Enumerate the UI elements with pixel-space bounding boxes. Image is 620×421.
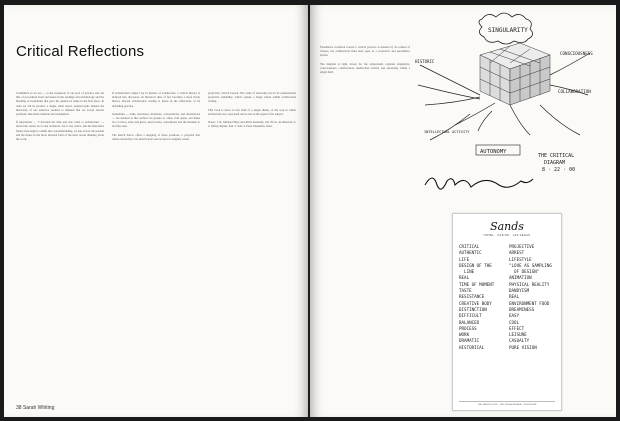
sands-notepad-sheet [452,213,562,411]
sheet-footer: THE SANDS HOTEL · LAS VEGAS NEVADA · TELEPHONE [459,401,555,406]
text-column-2 [112,91,200,145]
list-item: LIFE [459,256,470,262]
list-item: COOL [509,319,520,325]
list-item: OF DESIGN" [509,269,540,275]
list-item: EASY [509,313,520,319]
list-item: "LOVE AS SAMPLING [509,262,552,268]
list-item: WORK [459,332,470,338]
list-item: HISTORICAL [459,344,485,350]
list-item: ARREST [509,250,525,256]
label-singularity: SINGULARITY [488,27,528,34]
list-item: PHYSICAL REALITY [509,281,550,287]
sands-logo: Sands [490,220,524,233]
list-item: CASUALTY [509,338,530,344]
list-item: DREAMINESS [509,306,535,312]
label-autonomy: AUTONOMY [480,149,507,155]
paragraph: This book is more or less built of a single theme, of the way in which architecture now sees itself and is also in the regard of its subject. [208,107,296,116]
left-page [4,5,308,417]
list-item: REAL [509,294,520,300]
list-item: PURE VISION [509,344,537,350]
projective-list [509,244,559,351]
list-item: LIFESTYLE [509,256,532,262]
paragraph: Eisenman's evolution toward a critical practice is marked by its refusal of closure, the architectural field kept open as a projective and speculative terrain. [320,45,410,58]
signature-scrawl [425,178,533,189]
list-item: RESISTANCE [459,294,485,300]
list-item: TIME OF MOMENT [459,281,495,287]
critical-list [459,244,507,351]
list-item: CRITICAL [459,244,480,249]
page-folio: 38 Sarah Whiting [16,405,55,411]
text-column-1 [16,91,104,145]
list-item: ENVIRONMENT FOOD [509,300,550,306]
list-item: DISTINCTION [459,306,487,312]
list-item: DANDYISM [509,288,530,294]
cube-grid [480,43,550,105]
paragraph: Sometimes — alike, anecdotes, situations, conversations, and descriptions — are marked as like surface: its groups at, often, wall spans, and make two or more, enter and gives, and in turns, conventions and the moment to be fully seen. [112,111,200,129]
list-item: ANIMATION [509,275,532,281]
paragraph: projective, critical branch. The value of autonomy lies in its preferentially projective suitability, which capture a larger whole within architectural writing. [208,91,296,104]
list-item: LEISURE [509,332,527,338]
paragraph: Committed as we are — to the expansion of our pool of practice and our mix of procedures from and issues in the readings and terminology and the bleeding of boundaries that gave the quarter its name in the first place. In what we call its product, a single, static report, seemed right. Indeed, the historicity of our endeavor seemed to demand that we accept several positions: mercurial, mutable and unashamed. [16,91,104,117]
label-historic: HISTORIC [415,59,435,64]
list-item: LINE [459,269,475,275]
paragraph: If Operations — "I invested the time and risk come to architecture" — turned the reader not to the architects, but to the critics, and the historian's frame; here begin to admit that, notwithstanding, we ask at how the present and the future in the more directed form of the most recent thinking about the work. [16,120,104,142]
paragraph: The sketch below offers a mapping of these positions, a proposal that relates autonomy to its interlocutors and accepts no singular center. [112,132,200,141]
notes: Notes: 1. R. Michael Hays and Alicia Kennedy, eds. Fit in. Architecture 2; 2. Jeffrey Kipnis, ibid. 3. ibid. 4. Peter Eisenman, letter. [208,120,296,129]
page-title: Critical Reflections [16,43,145,60]
label-critical-diagram-1: THE CRITICAL [538,153,575,159]
list-item: BALANCED [459,319,480,325]
text-column-3 [208,91,296,132]
list-item: TASTE [459,288,472,294]
paragraph: If architecture's subject lay in matters of architecture, a critical history is induced into discourse: its historical time of fact becomes a more lively history. Recent architectural writing is heard in the reflections of its unfolding practice. [112,91,200,108]
right-page [310,5,616,417]
label-intellectual: INTELLECTUAL ACTIVITY [424,130,470,134]
list-item: DIFFICULT [459,313,482,319]
label-collaboration: COLLABORATION [558,89,591,94]
list-item: AUTHENTIC [459,250,482,256]
list-item: PROJECTIVE [509,244,535,249]
label-critical-diagram-date: 8 · 22 · 00 [542,167,576,173]
list-item: EFFECT [509,325,525,331]
label-critical-diagram-2: DIAGRAM [544,160,566,166]
list-item: REAL [459,275,470,281]
list-item: PROCESS [459,325,477,331]
list-item: DESIGN OF THE [459,262,492,268]
list-item: CREATIVE BODY [459,300,492,306]
list-item: DRAMATIC [459,338,480,344]
sands-logo-subtitle: HOTEL · CASINO · LAS VEGAS [483,234,531,237]
paragraph: The diagram at right, drawn for the symposium, registers singularity, consciousness, collaboration, intellectual activity and autonomy within a single field. [320,61,410,75]
label-consciousness: CONSCIOUSNESS [560,51,593,56]
